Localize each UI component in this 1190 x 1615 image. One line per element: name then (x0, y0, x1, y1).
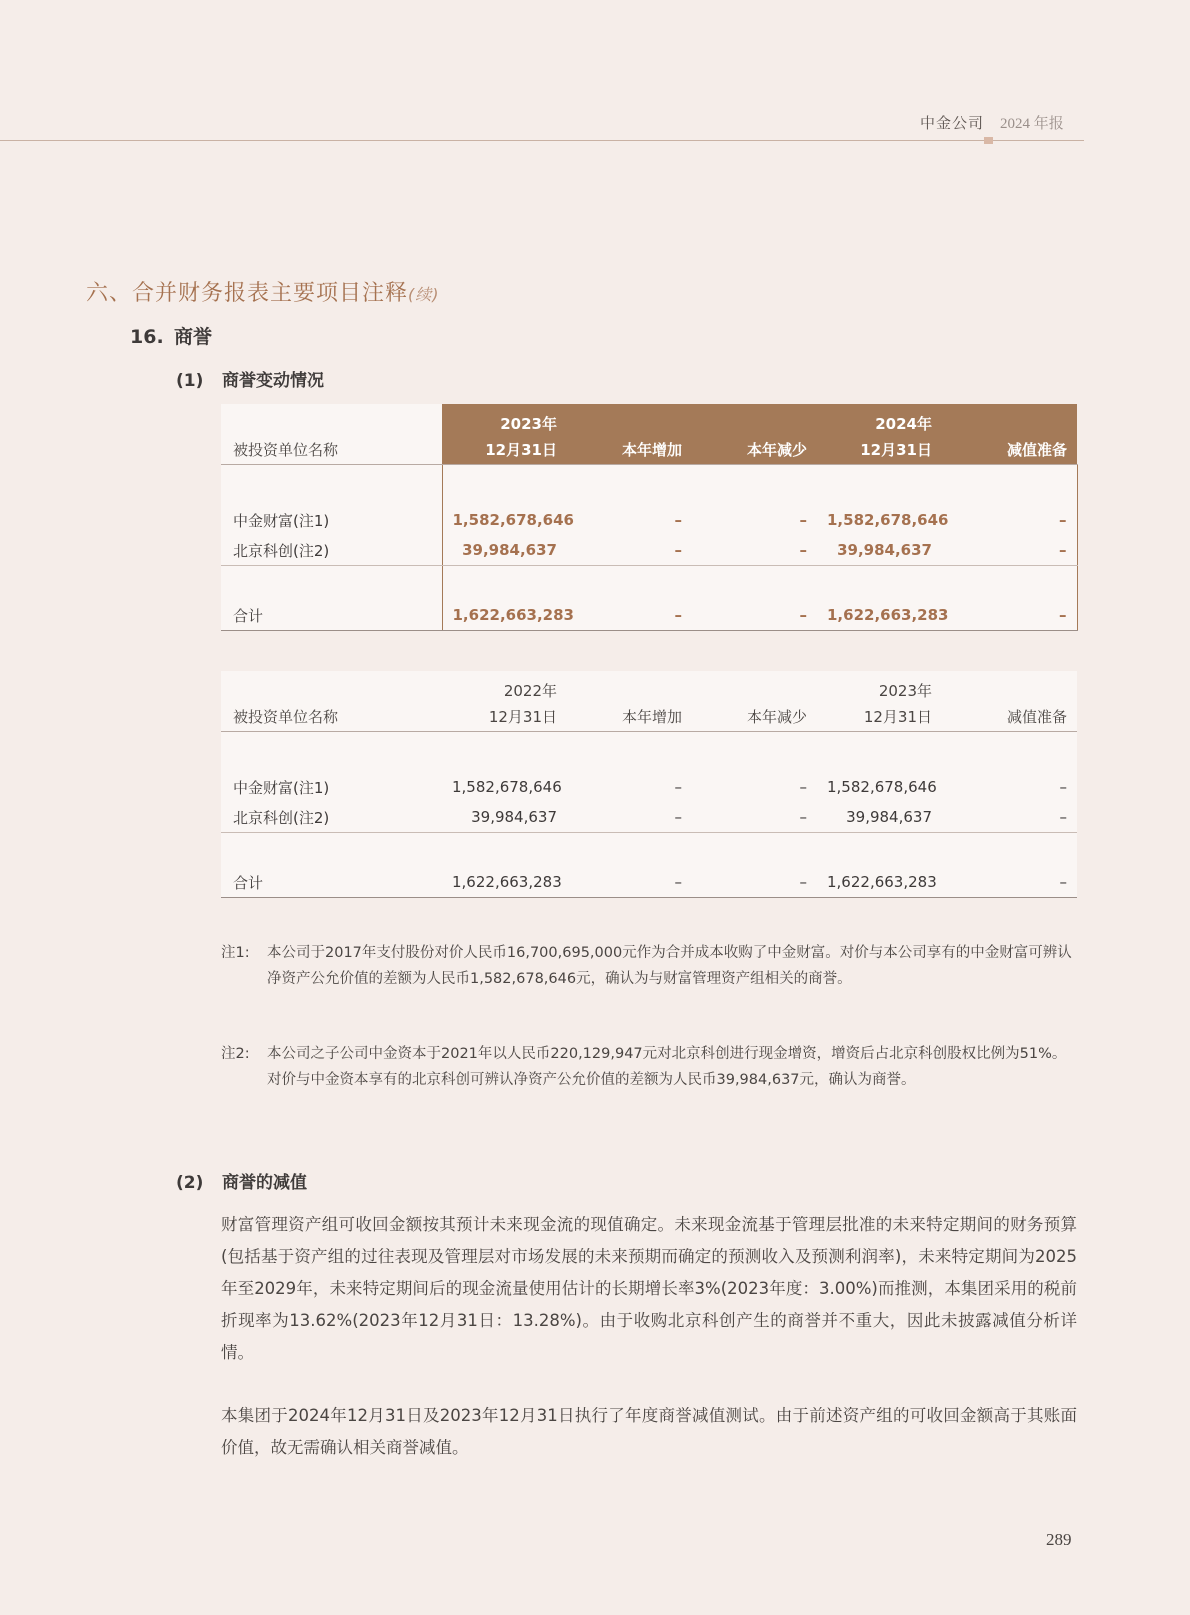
subsection-number: 16. (130, 326, 164, 348)
section-continued: (续) (408, 285, 440, 304)
goodwill-table-2024 (221, 404, 1078, 631)
note-1-text: 本公司于2017年支付股份对价人民币16,700,695,000元作为合并成本收购了中金财富。对价与本公司享有的中金财富可辨认净资产公允价值的差额为人民币1,582,678,646元，确认为与财富管理资产组相关的商誉。 (267, 945, 1072, 987)
t1-col-name: 被投资单位名称 (221, 434, 442, 465)
impairment-paragraph-1: 财富管理资产组可收回金额按其预计未来现金流的现值确定。未来现金流基于管理层批准的未来特定期间的财务预算(包括基于资产组的过往表现及管理层对市场发展的未来预期而确定的预测收入及预测利润率)，未来特定期间为2025年至2029年，未来特定期间后的现金流量使用估计的长期增长率3%(2023年度：3.00%)而推测，本集团采用的税前折现率为13.62%(2023年12月31日：13.28%)。由于收购北京科创产生的商誉并不重大，因此未披露减值分析详情。 (221, 1215, 1077, 1362)
part1-number: (1) (176, 371, 204, 391)
part2-title: 商誉的减值 (222, 1173, 307, 1193)
t2-col-decrease: 本年减少 (692, 701, 817, 732)
t2-col-increase: 本年增加 (567, 701, 692, 732)
part2-heading (176, 1168, 307, 1193)
part1-title: 商誉变动情况 (222, 371, 324, 391)
note-2-text: 本公司之子公司中金资本于2021年以人民币220,129,947元对北京科创进行现金增资，增资后占北京科创股权比例为51%。对价与中金资本享有的北京科创可辨认净资产公允价值的差额为人民币39,984,637元，确认为商誉。 (267, 1046, 1067, 1088)
note-1-label: 注1: (221, 945, 250, 961)
t1-col-year-end: 2024年 (817, 404, 942, 434)
t2-col-impairment: 减值准备 (942, 701, 1077, 732)
page-number: 289 (1046, 1530, 1072, 1549)
table-total-row: 合计 1,622,663,283 – – 1,622,663,283 – (221, 600, 1077, 631)
subsection-title-text: 商誉 (174, 326, 213, 348)
table-total-row: 合计 1,622,663,283 – – 1,622,663,283 – (221, 867, 1077, 898)
t1-col-decrease: 本年减少 (692, 434, 817, 465)
table-row: 中金财富(注1) 1,582,678,646 – – 1,582,678,646 – (221, 505, 1077, 535)
t1-col-year-start: 2023年 (442, 404, 567, 434)
table-row: 中金财富(注1) 1,582,678,646 – – 1,582,678,646 – (233, 778, 1067, 797)
goodwill-table-2023 (221, 671, 1077, 898)
section-title (86, 276, 440, 307)
t2-col-year-start: 2022年 (503, 682, 557, 700)
t2-col-name: 被投资单位名称 (221, 701, 442, 732)
note-2-label: 注2: (221, 1046, 250, 1062)
t2-col-year-end: 2023年 (878, 682, 932, 700)
t1-col-increase: 本年增加 (567, 434, 692, 465)
table-row: 北京科创(注2) 39,984,637 – – 39,984,637 – (221, 802, 1077, 833)
t1-col-impairment: 减值准备 (942, 434, 1077, 465)
note-2 (221, 1041, 1077, 1093)
part2-number: (2) (176, 1173, 204, 1193)
t2-col-date-end: 12月31日 (817, 701, 942, 732)
note-1 (221, 940, 1077, 992)
header-marker (984, 137, 993, 144)
part1-heading (176, 366, 324, 391)
header-company: 中金公司 (920, 114, 985, 132)
t1-col-date-start: 12月31日 (442, 434, 567, 465)
table-row: 北京科创(注2) 39,984,637 – – 39,984,637 – (221, 535, 1077, 566)
impairment-paragraph-2: 本集团于2024年12月31日及2023年12月31日执行了年度商誉减值测试。由于前述资产组的可收回金额高于其账面价值，故无需确认相关商誉减值。 (221, 1406, 1077, 1457)
header-rule (0, 140, 1084, 141)
t1-col-date-end: 12月31日 (817, 434, 942, 465)
subsection-title (130, 322, 212, 349)
section-title-text: 六、合并财务报表主要项目注释 (86, 281, 409, 306)
t2-col-date-start: 12月31日 (442, 701, 567, 732)
header-report-year: 2024 年报 (1000, 116, 1064, 132)
